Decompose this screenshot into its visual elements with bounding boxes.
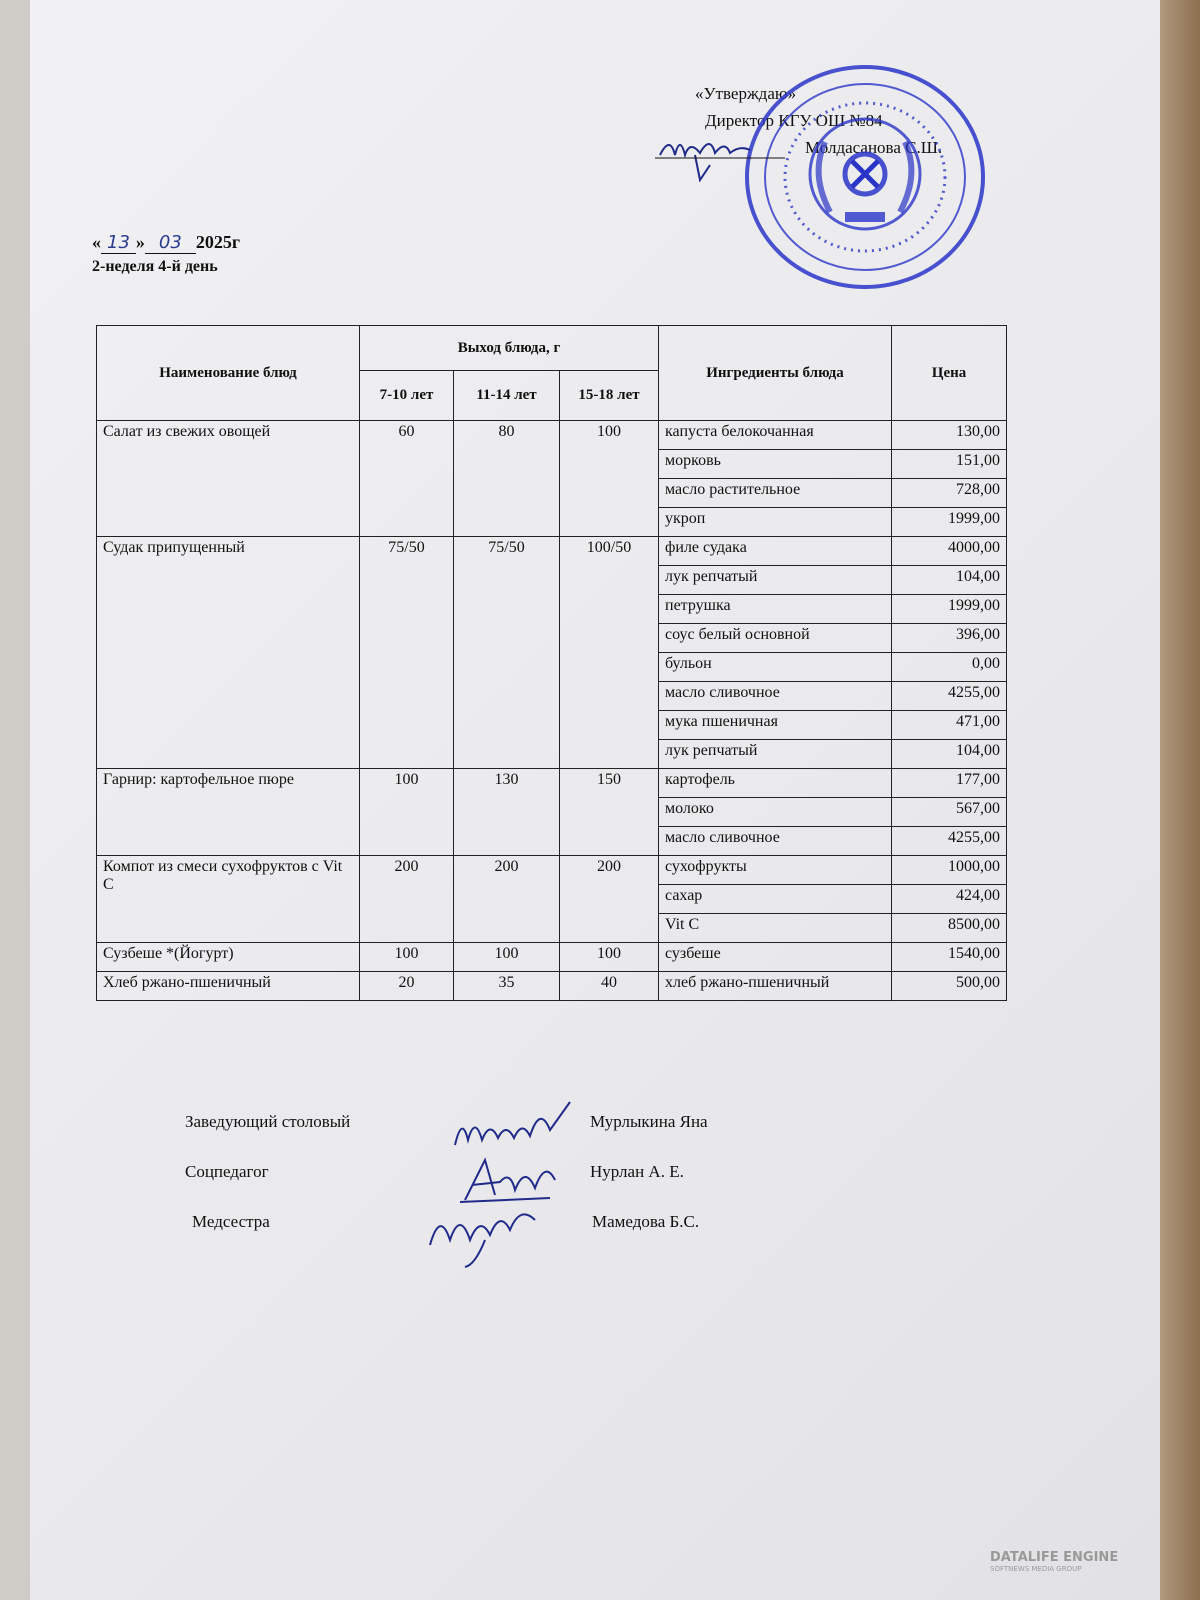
table-row [97,943,1007,972]
ingredient-name: хлеб ржано-пшеничный [659,972,892,1001]
ingredient-name: масло растительное [659,479,892,508]
ingredient-price: 567,00 [892,798,1007,827]
dish-yield-y2: 75/50 [454,537,560,769]
ingredient-price: 1999,00 [892,595,1007,624]
header-ingredients: Ингредиенты блюда [659,326,892,421]
ingredient-name: масло сливочное [659,827,892,856]
table-row [97,856,1007,885]
ingredient-price: 1540,00 [892,943,1007,972]
table-row [97,972,1007,1001]
ingredient-price: 396,00 [892,624,1007,653]
approval-name: Молдасанова С.Ш. [805,138,943,157]
header-age-15-18: 15-18 лет [560,371,659,421]
ingredient-name: сухофрукты [659,856,892,885]
date-year: 2025г [195,232,240,252]
watermark: DATALIFE ENGINE SOFTNEWS MEDIA GROUP [990,1550,1119,1573]
ingredient-name: филе судака [659,537,892,566]
signature-role-2: Соцпедагог [185,1162,269,1181]
dish-yield-y2: 35 [454,972,560,1001]
dish-yield-y1: 100 [360,943,454,972]
week-day-label: 2-неделя 4-й день [92,258,218,275]
dish-name: Салат из свежих овощей [97,421,360,537]
header-age-11-14: 11-14 лет [454,371,560,421]
dish-name: Сузбеше *(Йогурт) [97,943,360,972]
signature-3 [425,1195,555,1270]
ingredient-price: 4255,00 [892,827,1007,856]
dish-yield-y3: 40 [560,972,659,1001]
ingredient-name: соус белый основной [659,624,892,653]
approval-position: Директор КГУ ОШ №84 [705,111,883,130]
dish-name: Гарнир: картофельное пюре [97,769,360,856]
dish-yield-y3: 100/50 [560,537,659,769]
ingredient-name: бульон [659,653,892,682]
ingredient-name: мука пшеничная [659,711,892,740]
ingredient-name: лук репчатый [659,566,892,595]
document-date: « 13 » 03 2025г [92,232,240,253]
header-price: Цена [892,326,1007,421]
ingredient-price: 471,00 [892,711,1007,740]
ingredient-price: 104,00 [892,566,1007,595]
dish-name: Компот из смеси сухофруктов с Vit C [97,856,360,943]
ingredient-name: морковь [659,450,892,479]
ingredient-price: 130,00 [892,421,1007,450]
table-row [97,537,1007,566]
ingredient-price: 424,00 [892,885,1007,914]
ingredient-price: 1999,00 [892,508,1007,537]
ingredient-price: 4000,00 [892,537,1007,566]
ingredient-name: Vit C [659,914,892,943]
header-age-7-10: 7-10 лет [360,371,454,421]
ingredient-name: сахар [659,885,892,914]
dish-yield-y3: 100 [560,943,659,972]
ingredient-name: молоко [659,798,892,827]
ingredient-name: капуста белокочанная [659,421,892,450]
date-day: 13 [101,232,136,254]
dish-yield-y1: 60 [360,421,454,537]
ingredient-name: сузбеше [659,943,892,972]
signature-role-1: Заведующий столовый [185,1112,351,1131]
ingredient-name: петрушка [659,595,892,624]
dish-yield-y1: 20 [360,972,454,1001]
dish-name: Хлеб ржано-пшеничный [97,972,360,1001]
header-dish-name: Наименование блюд [97,326,360,421]
signature-name-2: Нурлан А. Е. [590,1162,684,1181]
signature-role-3: Медсестра [192,1212,270,1231]
dish-yield-y2: 130 [454,769,560,856]
ingredient-name: масло сливочное [659,682,892,711]
dish-yield-y1: 200 [360,856,454,943]
ingredient-price: 728,00 [892,479,1007,508]
signature-name-1: Мурлыкина Яна [590,1112,708,1131]
dish-yield-y3: 150 [560,769,659,856]
table-row [97,421,1007,450]
dish-yield-y1: 75/50 [360,537,454,769]
ingredient-price: 8500,00 [892,914,1007,943]
ingredient-price: 1000,00 [892,856,1007,885]
dish-yield-y1: 100 [360,769,454,856]
ingredient-name: укроп [659,508,892,537]
header-yield: Выход блюда, г [360,326,659,371]
ingredient-price: 0,00 [892,653,1007,682]
dish-yield-y2: 80 [454,421,560,537]
signature-name-3: Мамедова Б.С. [592,1212,700,1231]
menu-table [96,325,1007,1001]
ingredient-name: картофель [659,769,892,798]
dish-yield-y3: 200 [560,856,659,943]
dish-yield-y3: 100 [560,421,659,537]
dish-yield-y2: 100 [454,943,560,972]
table-row [97,769,1007,798]
dish-name: Судак припущенный [97,537,360,769]
ingredient-price: 151,00 [892,450,1007,479]
ingredient-price: 4255,00 [892,682,1007,711]
ingredient-price: 177,00 [892,769,1007,798]
dish-yield-y2: 200 [454,856,560,943]
ingredient-price: 500,00 [892,972,1007,1001]
director-signature [655,125,785,185]
ingredient-price: 104,00 [892,740,1007,769]
date-month: 03 [145,232,196,254]
approval-title: «Утверждаю» [695,84,797,103]
ingredient-name: лук репчатый [659,740,892,769]
